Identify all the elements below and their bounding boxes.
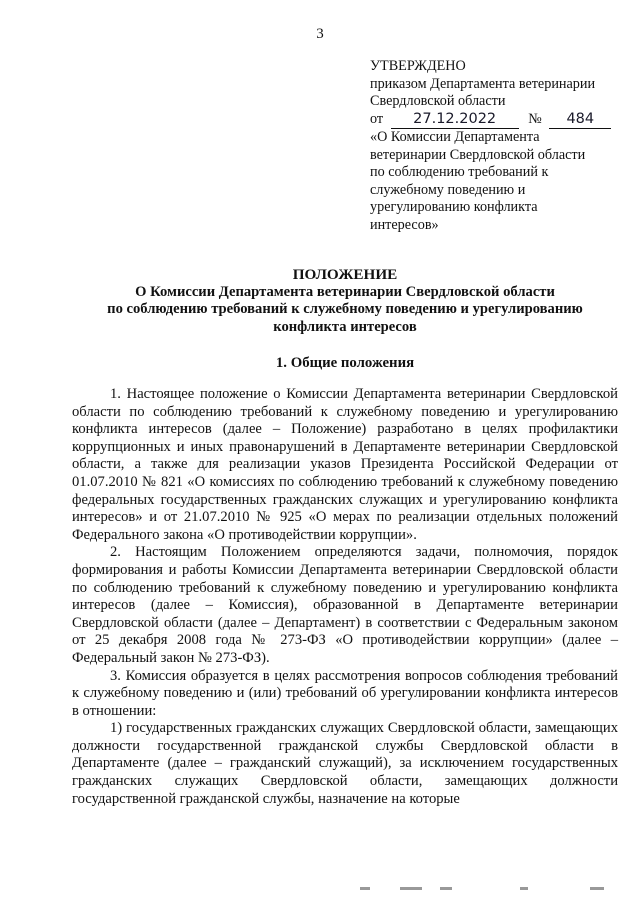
- approval-subject-line: интересов»: [370, 216, 439, 233]
- title-line: конфликта интересов: [273, 318, 417, 335]
- paragraph: 1. Настоящее положение о Комиссии Департамента ветеринарии Свердловской области по соблюдению требований к служебному поведению и урегулированию конфликта интересов (далее – Положение) разработано в целях профилактики коррупционных и иных правонарушений в Департаменте ветеринарии Свердловской области, а также для реализации указов Президента Российской Федерации от 01.07.2010 № 821 «О комиссиях по соблюдению требований к служебному поведению федеральных государственных гражданских служащих и урегулированию конфликта интересов» и от 21.07.2010 № 925 «О мерах по реализации отдельных положений Федерального закона «О противодействии коррупции».: [72, 386, 618, 543]
- approval-region-line: Свердловской области: [370, 93, 506, 109]
- title-main: ПОЛОЖЕНИЕ: [292, 266, 398, 283]
- paragraph: 1) государственных гражданских служащих Свердловской области, замещающих должности государственной гражданской службы Свердловской области в Департаменте (далее – гражданский служащий), за исключением государственных гражданских служащих Свердловской области, замещающих должности государственной гражданской службы, назначение на которые: [72, 720, 618, 807]
- paragraph: 3. Комиссия образуется в целях рассмотрения вопросов соблюдения требований к служебному поведению и (или) требований об урегулировании конфликта интересов в отношении:: [72, 667, 618, 719]
- order-number-value: 484: [566, 110, 595, 127]
- title-line: по соблюдению требований к служебному поведению и урегулированию: [107, 301, 583, 318]
- approval-stamp-block: [370, 58, 632, 234]
- section-heading: 1. Общие положения: [275, 355, 415, 371]
- approval-subject-line: по соблюдению требований к: [370, 164, 549, 180]
- approval-order-line: приказом Департамента ветеринарии: [370, 75, 596, 92]
- paragraph: 2. Настоящим Положением определяются задачи, полномочия, порядок формирования и работы Комиссии Департамента ветеринарии Свердловской области по соблюдению требований к служебному поведению и урегулированию конфликта интересов (далее – Комиссия), образованной в Департаменте ветеринарии Свердловской области (далее – Департамент) в соответствии с Федеральным законом от 25 декабря 2008 года № 273-ФЗ «О противодействии коррупции» (далее – Федеральный закон № 273-ФЗ).: [72, 544, 618, 666]
- document-title: [72, 266, 618, 336]
- date-prefix: от: [370, 110, 384, 127]
- approval-subject-line: ветеринарии Свердловской области: [370, 146, 586, 163]
- title-line: О Комиссии Департамента ветеринарии Свердловской области: [135, 283, 555, 300]
- approval-subject-line: «О Комиссии Департамента: [370, 129, 540, 145]
- approval-heading: УТВЕРЖДЕНО: [370, 58, 466, 74]
- approval-date-line: [370, 111, 632, 130]
- approval-subject-line: урегулированию конфликта: [370, 199, 538, 215]
- page-number: 3: [316, 26, 324, 42]
- scan-artifact: [360, 887, 620, 897]
- document-body: [72, 386, 618, 808]
- number-sign: №: [528, 110, 542, 127]
- approval-subject-line: служебному поведению и: [370, 181, 526, 198]
- date-value: 27.12.2022: [413, 110, 497, 127]
